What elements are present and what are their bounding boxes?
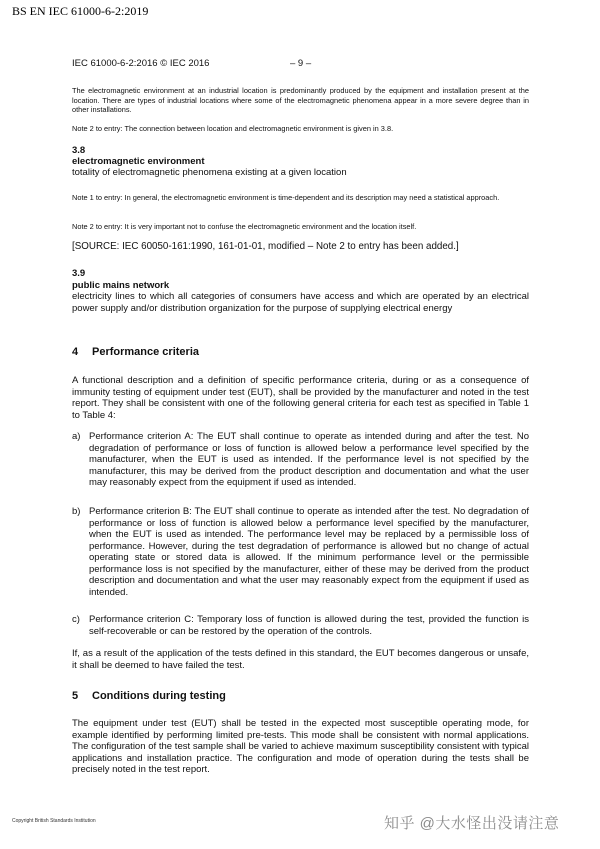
section-4-intro: A functional description and a definition of specific performance criteria, during or as a consequence of immunity testing of equipment under test (EUT), shall be provided by the manufacturer and noted in the test report. They shall be consistent with one of the following general criteria for each test as specified in Table 1 to Table 4: xyxy=(72,375,529,421)
term-3-9-definition: electricity lines to which all categories of consumers have access and which are operated by an electrical power supply and/or distribution organization for the purpose of supplying electrical energy xyxy=(72,291,529,314)
note-location: Note 2 to entry: The connection between location and electromagnetic environment is given in 3.8. xyxy=(72,124,394,133)
footer-copyright: Copyright British Standards Institution xyxy=(12,818,96,824)
criterion-c xyxy=(72,614,529,637)
section-5-title: Conditions during testing xyxy=(92,690,226,702)
term-3-9-name: public mains network xyxy=(72,280,170,291)
section-5-body: The equipment under test (EUT) shall be tested in the expected most susceptible operating mode, for example identified by performing limited pre-tests. This mode shall be consistent with normal applications. The configuration of the test sample shall be varied to achieve maximum susceptibility consistent with typical applications and installation practice. The configuration and mode of operation during the tests shall be precisely noted in the test report. xyxy=(72,718,529,776)
section-5-number: 5 xyxy=(72,690,79,702)
section-5-heading xyxy=(72,690,226,702)
criterion-a-text: Performance criterion A: The EUT shall continue to operate as intended during and after the test. No degradation of performance or loss of function is allowed below a performance level specified by the manufacturer, when the EUT is used as intended. If the performance level is not specified by the manufacturer, this may be derived from the product description and documentation and what the user may reasonably expect from the equipment if used as intended. xyxy=(89,431,529,488)
page-number: – 9 – xyxy=(290,58,312,69)
term-3-8-note-2: Note 2 to entry: It is very important not to confuse the electromagnetic environment and the location itself. xyxy=(72,222,417,231)
section-4-title: Performance criteria xyxy=(92,346,199,358)
term-3-9-number: 3.9 xyxy=(72,268,86,279)
watermark: 知乎 @大水怪出没请注意 xyxy=(384,815,560,832)
criterion-c-label: c) xyxy=(72,614,80,625)
term-3-8-note-1: Note 1 to entry: In general, the electromagnetic environment is time-dependent and its description may need a statistical approach. xyxy=(72,193,500,202)
criterion-c-text: Performance criterion C: Temporary loss of function is allowed during the test, provided the function is self-recoverable or can be restored by the operation of the controls. xyxy=(89,614,529,637)
running-head: BS EN IEC 61000-6-2:2019 xyxy=(12,4,149,18)
term-3-8-definition: totality of electromagnetic phenomena existing at a given location xyxy=(72,167,347,178)
intro-paragraph: The electromagnetic environment at an industrial location is predominantly produced by the equipment and installation present at the location. There are types of industrial locations where some of the electromagnetic phenomena appear in a more severe degree than in other installations. xyxy=(72,86,529,115)
criterion-b-text: Performance criterion B: The EUT shall continue to operate as intended after the test. No degradation of performance or loss of function is allowed below a performance level specified by the manufacturer, when the EUT is used as intended. The performance level may be replaced by a permissible loss of performance. However, during the test degradation of performance is allowed but no change of actual operating state or stored data is allowed. If the minimum performance level or the permissible performance loss is not specified by the manufacturer, either of these may be derived from the product description and documentation and what the user may reasonably expect from the equipment if used as intended. xyxy=(89,506,529,598)
section-4-closing: If, as a result of the application of the tests defined in this standard, the EUT becomes dangerous or unsafe, it shall be deemed to have failed the test. xyxy=(72,648,529,671)
criterion-b xyxy=(72,506,529,598)
criterion-b-label: b) xyxy=(72,506,81,517)
criterion-a xyxy=(72,431,529,489)
term-3-8-number: 3.8 xyxy=(72,145,86,156)
page-header-standard: IEC 61000-6-2:2016 © IEC 2016 xyxy=(72,58,210,69)
criterion-a-label: a) xyxy=(72,431,81,442)
term-3-8-source: [SOURCE: IEC 60050-161:1990, 161-01-01, modified – Note 2 to entry has been added.] xyxy=(72,241,459,252)
term-3-8-name: electromagnetic environment xyxy=(72,156,205,167)
section-4-number: 4 xyxy=(72,346,79,358)
section-4-heading xyxy=(72,346,199,358)
